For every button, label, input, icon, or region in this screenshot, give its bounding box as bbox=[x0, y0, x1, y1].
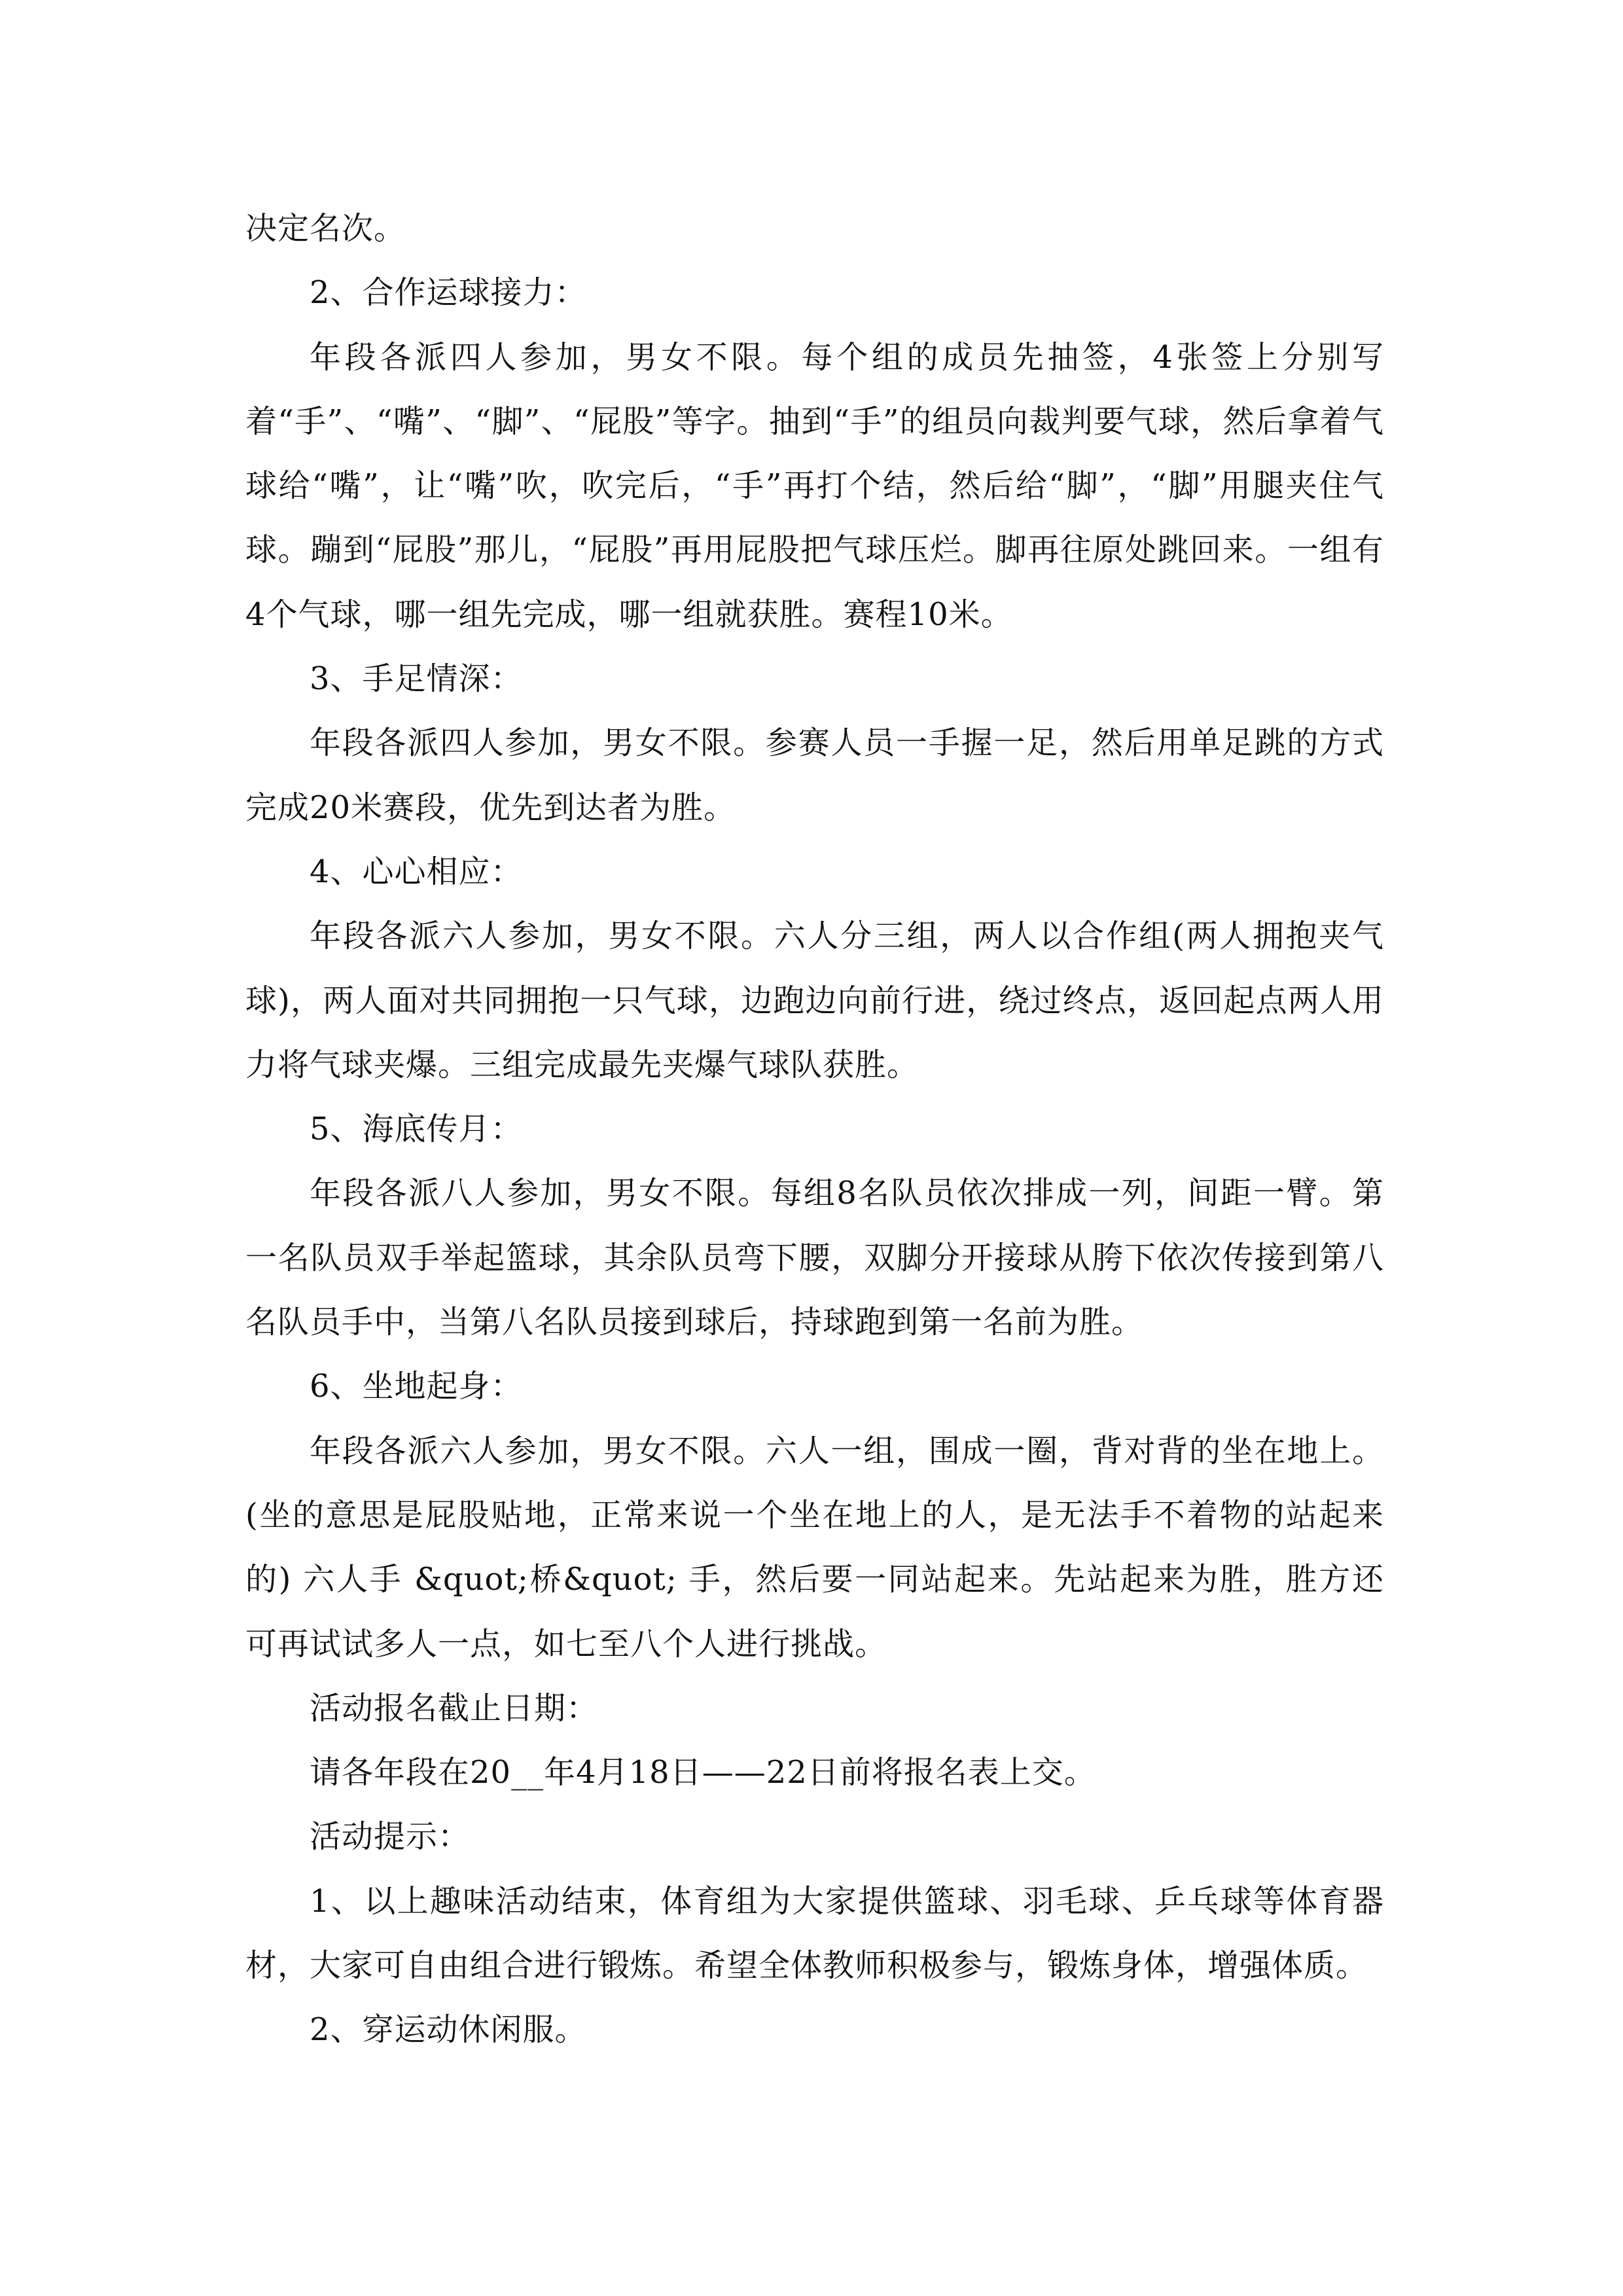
paragraph-relay-rules: 年段各派四人参加，男女不限。每个组的成员先抽签，4张签上分别写着“手”、“嘴”、“脚”、“屁股”等字。抽到“手”的组员向裁判要气球，然后拿着气球给“嘴”，让“嘴”吹，吹完后，“手”再打个结，然后给“脚”，“脚”用腿夹住气球。蹦到“屁股”那儿，“屁股”再用屁股把气球压烂。脚再往原处跳回来。一组有4个气球，哪一组先完成，哪一组就获胜。赛程10米。 bbox=[245, 338, 1384, 633]
paragraph-tip-1: 1、以上趣味活动结束，体育组为大家提供篮球、羽毛球、乒乓球等体育器材，大家可自由组合进行锻炼。希望全体教师积极参与，锻炼身体，增强体质。 bbox=[245, 1882, 1384, 1984]
paragraph-hand-foot-rules: 年段各派四人参加，男女不限。参赛人员一手握一足，然后用单足跳的方式完成20米赛段，优先到达者为胜。 bbox=[245, 725, 1384, 826]
document-body bbox=[245, 196, 1384, 2062]
paragraph-deadline: 请各年段在20__年4月18日——22日前将报名表上交。 bbox=[310, 1754, 1096, 1791]
section-heading-seabed: 5、海底传月： bbox=[310, 1111, 523, 1148]
paragraph-seabed-rules: 年段各派八人参加，男女不限。每组8名队员依次排成一列，间距一臂。第一名队员双手举起篮球，其余队员弯下腰，双脚分开接球从胯下依次传接到第八名队员手中，当第八名队员接到球后，持球跑到第一名前为胜。 bbox=[245, 1175, 1384, 1341]
section-heading-deadline: 活动报名截止日期： bbox=[310, 1689, 599, 1727]
section-heading-tips: 活动提示： bbox=[310, 1818, 471, 1856]
section-heading-sit-rise: 6、坐地起身： bbox=[310, 1368, 523, 1405]
section-heading-relay: 2、合作运球接力： bbox=[310, 274, 587, 312]
section-heading-heart: 4、心心相应： bbox=[310, 853, 523, 890]
section-heading-hand-foot: 3、手足情深： bbox=[310, 660, 523, 698]
paragraph-continuation: 决定名次。 bbox=[245, 210, 406, 247]
paragraph-sit-rise-rules: 年段各派六人参加，男女不限。六人一组，围成一圈，背对背的坐在地上。(坐的意思是屁股贴地，正常来说一个坐在地上的人，是无法手不着物的站起来的) 六人手 &quot;桥&quot; 手，然后要一同站起来。先站起来为胜，胜方还可再试试多人一点，如七至八个人进行挑战。 bbox=[245, 1432, 1384, 1662]
paragraph-tip-2: 2、穿运动休闲服。 bbox=[310, 2011, 587, 2049]
paragraph-heart-rules: 年段各派六人参加，男女不限。六人分三组，两人以合作组(两人拥抱夹气球)，两人面对共同拥抱一只气球，边跑边向前行进，绕过终点，返回起点两人用力将气球夹爆。三组完成最先夹爆气球队获胜。 bbox=[245, 918, 1384, 1083]
